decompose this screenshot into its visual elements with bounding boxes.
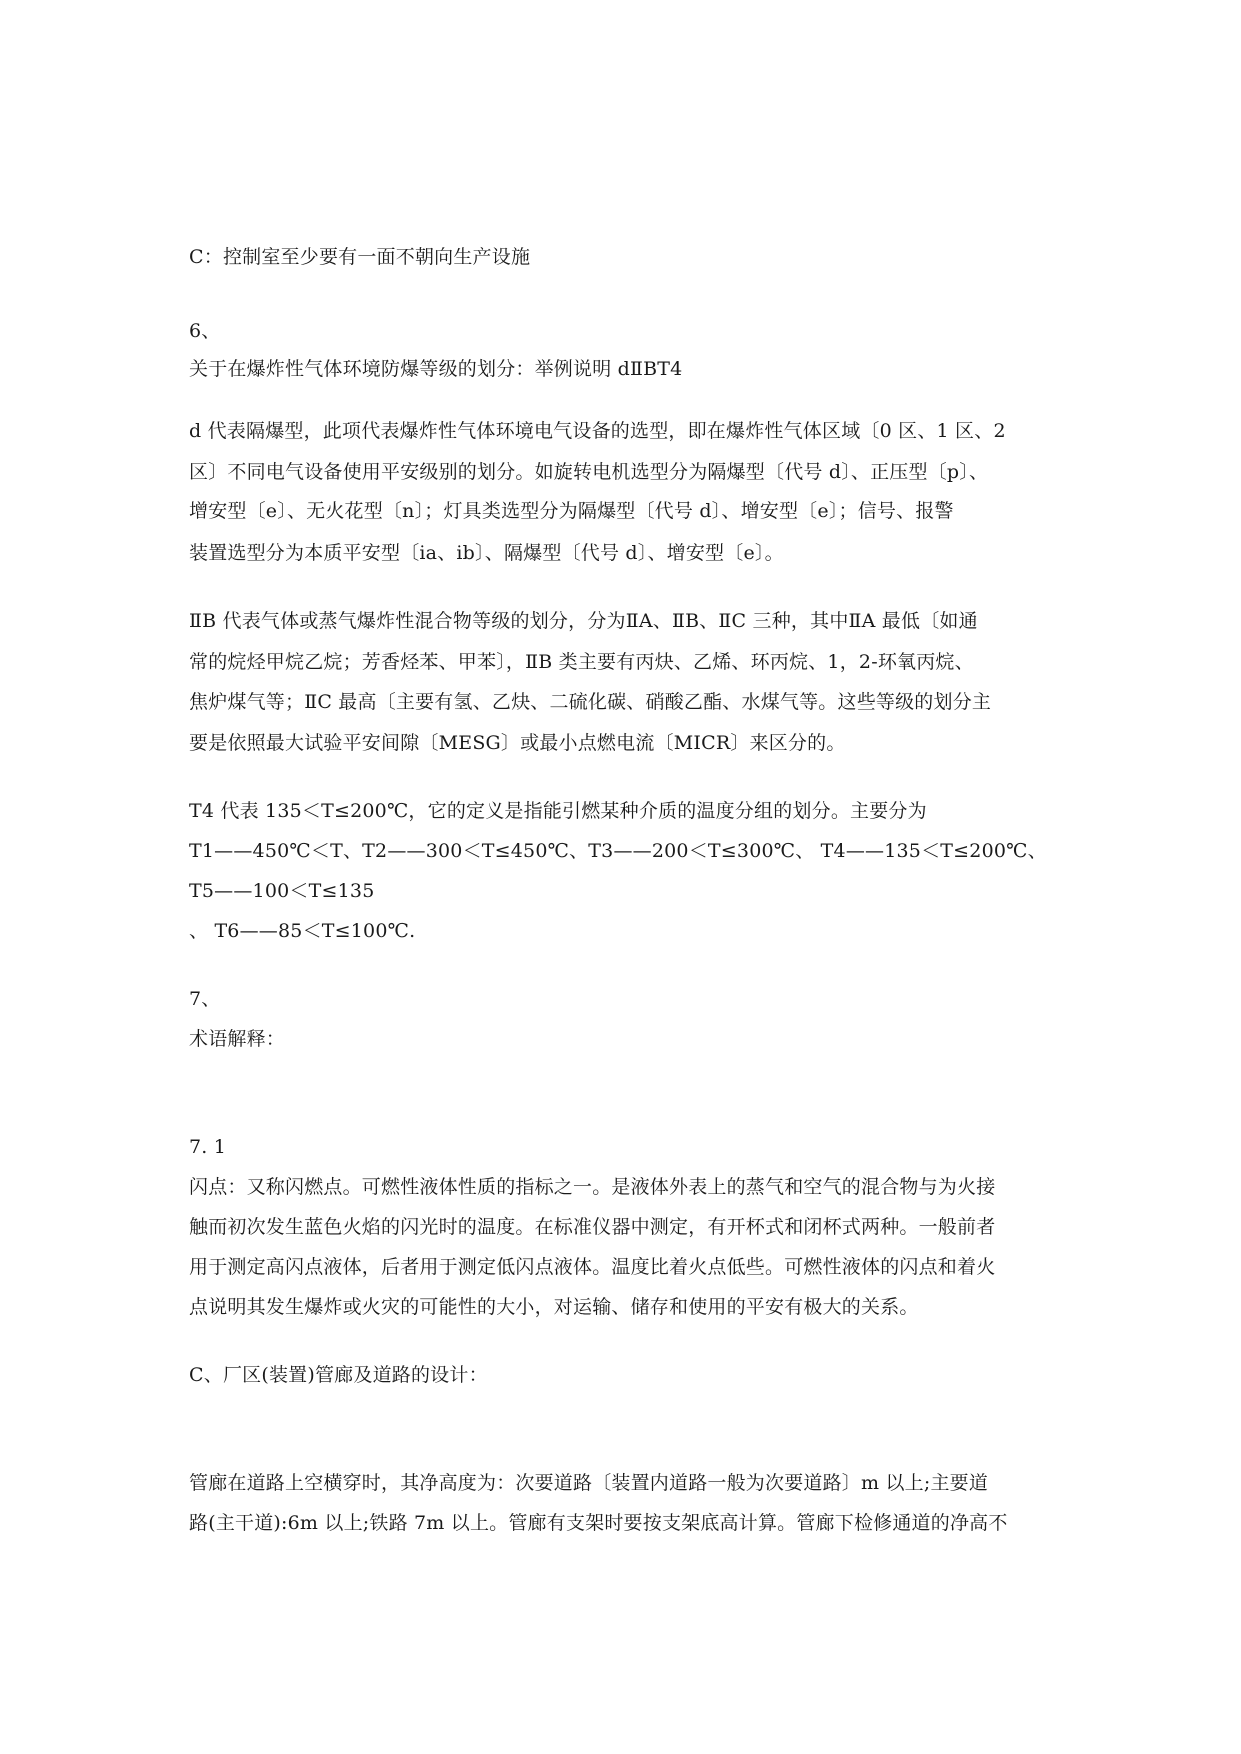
text-line: 焦炉煤气等；ⅡC 最高〔主要有氢、乙炔、二硫化碳、硝酸乙酯、水煤气等。这些等级的划分主 bbox=[189, 691, 992, 713]
text-line: 闪点：又称闪燃点。可燃性液体性质的指标之一。是液体外表上的蒸气和空气的混合物与为火接 bbox=[189, 1176, 996, 1198]
text-line: 关于在爆炸性气体环境防爆等级的划分：举例说明 dⅡBT4 bbox=[189, 358, 683, 380]
text-line: 7、 bbox=[189, 988, 221, 1010]
text-line: d 代表隔爆型，此项代表爆炸性气体环境电气设备的选型，即在爆炸性气体区域〔0 区、1 区、2 bbox=[189, 420, 1006, 442]
text-line: 术语解释： bbox=[189, 1028, 286, 1050]
text-line: 要是依照最大试验平安间隙〔MESG〕或最小点燃电流〔MICR〕来区分的。 bbox=[189, 732, 846, 754]
text-line: T5——100＜T≤135 bbox=[189, 880, 375, 902]
text-line: C：控制室至少要有一面不朝向生产设施 bbox=[189, 246, 531, 268]
text-line: 管廊在道路上空横穿时，其净高度为：次要道路〔装置内道路一般为次要道路〕m 以上;主要道 bbox=[189, 1472, 989, 1494]
text-line: 常的烷烃甲烷乙烷；芳香烃苯、甲苯〕，ⅡB 类主要有丙炔、乙烯、环丙烷、1，2-环氧丙烷、 bbox=[189, 651, 974, 673]
text-line: 7. 1 bbox=[189, 1136, 227, 1158]
text-line: 、 T6——85＜T≤100℃. bbox=[189, 920, 416, 942]
text-line: 点说明其发生爆炸或火灾的可能性的大小，对运输、储存和使用的平安有极大的关系。 bbox=[189, 1296, 919, 1318]
text-line: ⅡB 代表气体或蒸气爆炸性混合物等级的划分，分为ⅡA、ⅡB、ⅡC 三种，其中ⅡA 最低〔如通 bbox=[189, 610, 978, 632]
text-line: 增安型〔e〕、无火花型〔n〕；灯具类选型分为隔爆型〔代号 d〕、增安型〔e〕；信号、报警 bbox=[189, 500, 954, 522]
text-line: 装置选型分为本质平安型〔ia、ib〕、隔爆型〔代号 d〕、增安型〔e〕。 bbox=[189, 542, 784, 564]
text-line: C、厂区(装置)管廊及道路的设计： bbox=[189, 1364, 488, 1386]
text-line: 用于测定高闪点液体，后者用于测定低闪点液体。温度比着火点低些。可燃性液体的闪点和着火 bbox=[189, 1256, 996, 1278]
text-line: 路(主干道):6m 以上;铁路 7m 以上。管廊有支架时要按支架底高计算。管廊下检修通道的净高不 bbox=[189, 1512, 1008, 1534]
text-line: 触而初次发生蓝色火焰的闪光时的温度。在标准仪器中测定，有开杯式和闭杯式两种。一般前者 bbox=[189, 1216, 996, 1238]
text-line: 6、 bbox=[189, 320, 221, 342]
text-line: T4 代表 135＜T≤200℃，它的定义是指能引燃某种介质的温度分组的划分。主要分为 bbox=[189, 800, 927, 822]
text-line: 区〕不同电气设备使用平安级别的划分。如旋转电机选型分为隔爆型〔代号 d〕、正压型〔p〕、 bbox=[189, 461, 989, 483]
text-line: T1——450℃＜T、T2——300＜T≤450℃、T3——200＜T≤300℃、 T4——135＜T≤200℃、 bbox=[189, 840, 1047, 862]
